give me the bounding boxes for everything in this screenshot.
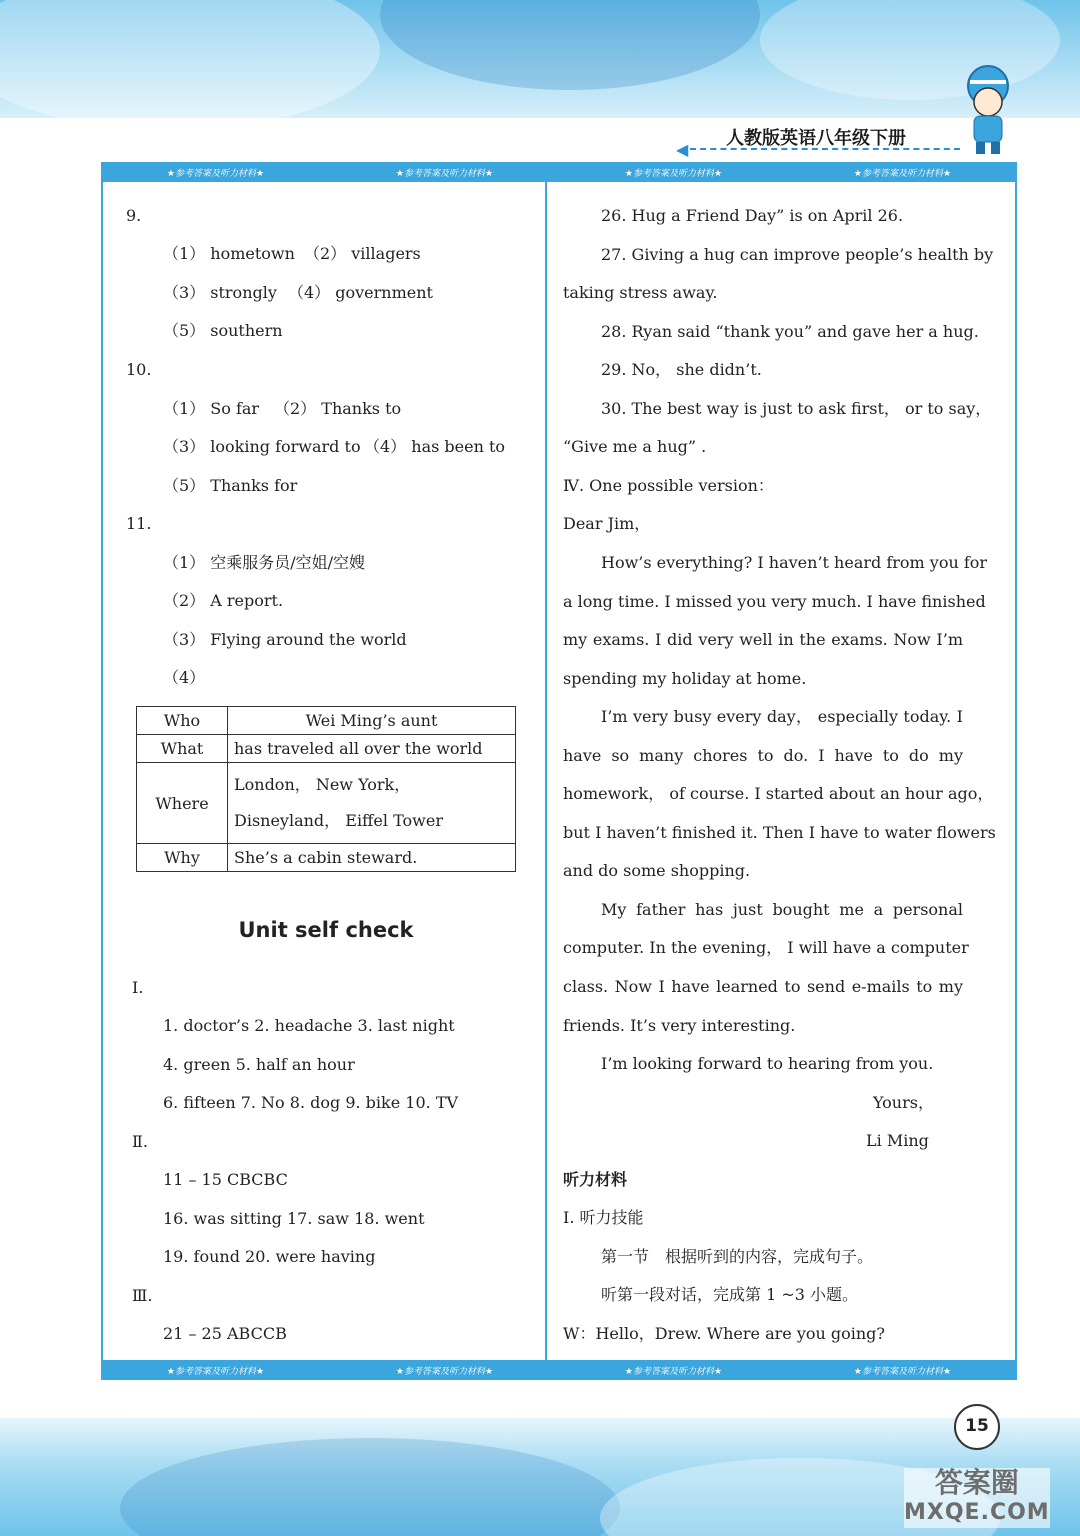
book-title: 人教版英语八年级下册 (726, 128, 906, 149)
text-line: taking stress away. (563, 283, 718, 303)
answer-line: 21 – 25 ABCCB (163, 1324, 287, 1343)
answer-item: （3） looking forward to (163, 437, 361, 456)
mascot-icon (958, 64, 1018, 156)
text-line: Yours， (873, 1092, 934, 1112)
question-number: 11. (126, 514, 152, 533)
text-line: class. Now I have learned to send e-mails to my (563, 977, 963, 996)
answer-item: （2） Thanks to (274, 399, 402, 418)
table-row (137, 735, 516, 763)
section-label: Ⅱ. (132, 1132, 148, 1151)
bottom-strip (101, 1360, 1017, 1380)
answer-item: （1） So far (163, 399, 260, 418)
text-line: homework， of course. I started about an hour ago， (563, 784, 994, 804)
section-label: Ⅰ. (132, 978, 144, 997)
site-watermark (904, 1468, 1050, 1528)
table-key: Why (137, 844, 228, 872)
strip-label: ★参考答案及听力材料★ (624, 168, 723, 179)
answer-item: （5） Thanks for (163, 476, 298, 495)
text-line: I’m very busy every day， especially today. I (601, 707, 963, 727)
answer-line: 11 – 15 CBCBC (163, 1170, 288, 1189)
text-line: my exams. I did very well in the exams. Now I’m (563, 630, 963, 650)
text-line: computer. In the evening， I will have a computer (563, 938, 969, 958)
strip-label: ★参考答案及听力材料★ (395, 168, 494, 179)
answer-item: （3） Flying around the world (163, 630, 407, 649)
table-key: Who (137, 707, 228, 735)
table-key: Where (137, 763, 228, 844)
text-line: W：Hello，Drew. Where are you going? (563, 1323, 885, 1343)
text-line: Dear Jim， (563, 514, 651, 534)
text-line: but I haven’t finished it. Then I have to water flowers (563, 822, 996, 842)
text-line: 听第一段对话，完成第 1 ~3 小题。 (601, 1285, 859, 1305)
page-number: 15 (954, 1404, 1000, 1450)
text-line: My father has just bought me a personal (601, 899, 963, 919)
text-line: Ⅳ. One possible version： (563, 475, 774, 495)
text-line: How’s everything? I haven’t heard from you for (601, 552, 988, 572)
text-line: 30. The best way is just to ask first， or to say， (601, 398, 992, 418)
text-line: 听力材料 (563, 1169, 628, 1189)
text-line: 27. Giving a hug can improve people’s health by (601, 244, 994, 264)
text-line: Li Ming (866, 1131, 929, 1151)
answer-item: （1） 空乘服务员/空姐/空嫂 (163, 553, 366, 572)
table-value: London， New York， Disneyland， Eiffel Tower (228, 763, 516, 844)
text-line: friends. It’s very interesting. (563, 1015, 796, 1035)
text-line: 26. Hug a Friend Day” is on April 26. (601, 206, 904, 225)
text-line: 29. No， she didn’t. (601, 360, 762, 380)
answer-line: 1. doctor’s 2. headache 3. last night (163, 1016, 455, 1035)
text-line: “Give me a hug” . (563, 437, 707, 457)
answer-item: （2） villagers (304, 244, 421, 263)
table-value: Wei Ming’s aunt (228, 707, 516, 735)
watermark-text: 答案圈 (934, 1466, 1019, 1499)
answer-line: 19. found 20. were having (163, 1247, 376, 1266)
text-line: a long time. I missed you very much. I have finished (563, 591, 986, 611)
answer-item: （5） southern (163, 321, 283, 340)
table-key: What (137, 735, 228, 763)
answer-line: 16. was sitting 17. saw 18. went (163, 1209, 425, 1228)
header-dashed-line (690, 148, 960, 150)
answer-item: （4） government (288, 283, 433, 302)
answer-item: （3） strongly (163, 283, 277, 302)
table-row (137, 844, 516, 872)
text-line: I’m looking forward to hearing from you. (601, 1054, 934, 1074)
watermark-text: MXQE.COM (904, 1500, 1050, 1525)
question-number: 9. (126, 206, 142, 225)
section-label: Ⅲ. (132, 1286, 153, 1305)
info-table (136, 706, 516, 872)
banner-splash (380, 0, 760, 90)
text-line: spending my holiday at home. (563, 668, 807, 688)
strip-label: ★参考答案及听力材料★ (853, 168, 952, 179)
text-line: 28. Ryan said “thank you” and gave her a hug. (601, 321, 979, 341)
top-decorative-banner (0, 0, 1080, 118)
text-line: have so many chores to do. I have to do my (563, 745, 963, 765)
strip-label: ★参考答案及听力材料★ (624, 1366, 723, 1377)
table-row (137, 707, 516, 735)
question-number: 10. (126, 360, 152, 379)
top-strip (101, 162, 1017, 182)
text-line: Ⅰ. 听力技能 (563, 1208, 644, 1228)
answer-item: （4） (163, 668, 206, 687)
section-heading: Unit self check (238, 918, 414, 942)
text-line: and do some shopping. (563, 861, 751, 881)
strip-label: ★参考答案及听力材料★ (395, 1366, 494, 1377)
strip-label: ★参考答案及听力材料★ (853, 1366, 952, 1377)
strip-label: ★参考答案及听力材料★ (166, 168, 265, 179)
strip-label: ★参考答案及听力材料★ (166, 1366, 265, 1377)
text-line: 第一节 根据听到的内容，完成句子。 (601, 1246, 874, 1266)
answer-line: 4. green 5. half an hour (163, 1055, 355, 1074)
table-value: has traveled all over the world (228, 735, 516, 763)
answer-item: （4） has been to (364, 437, 506, 456)
answer-line: 6. fifteen 7. No 8. dog 9. bike 10. TV (163, 1093, 459, 1112)
banner-splash (0, 0, 380, 118)
table-row (137, 763, 516, 844)
answer-item: （2） A report. (163, 591, 284, 610)
answer-item: （1） hometown (163, 244, 295, 263)
banner-splash (120, 1438, 620, 1536)
column-divider (545, 182, 547, 1360)
table-value: She’s a cabin steward. (228, 844, 516, 872)
arrow-icon: ◀ (676, 140, 689, 159)
